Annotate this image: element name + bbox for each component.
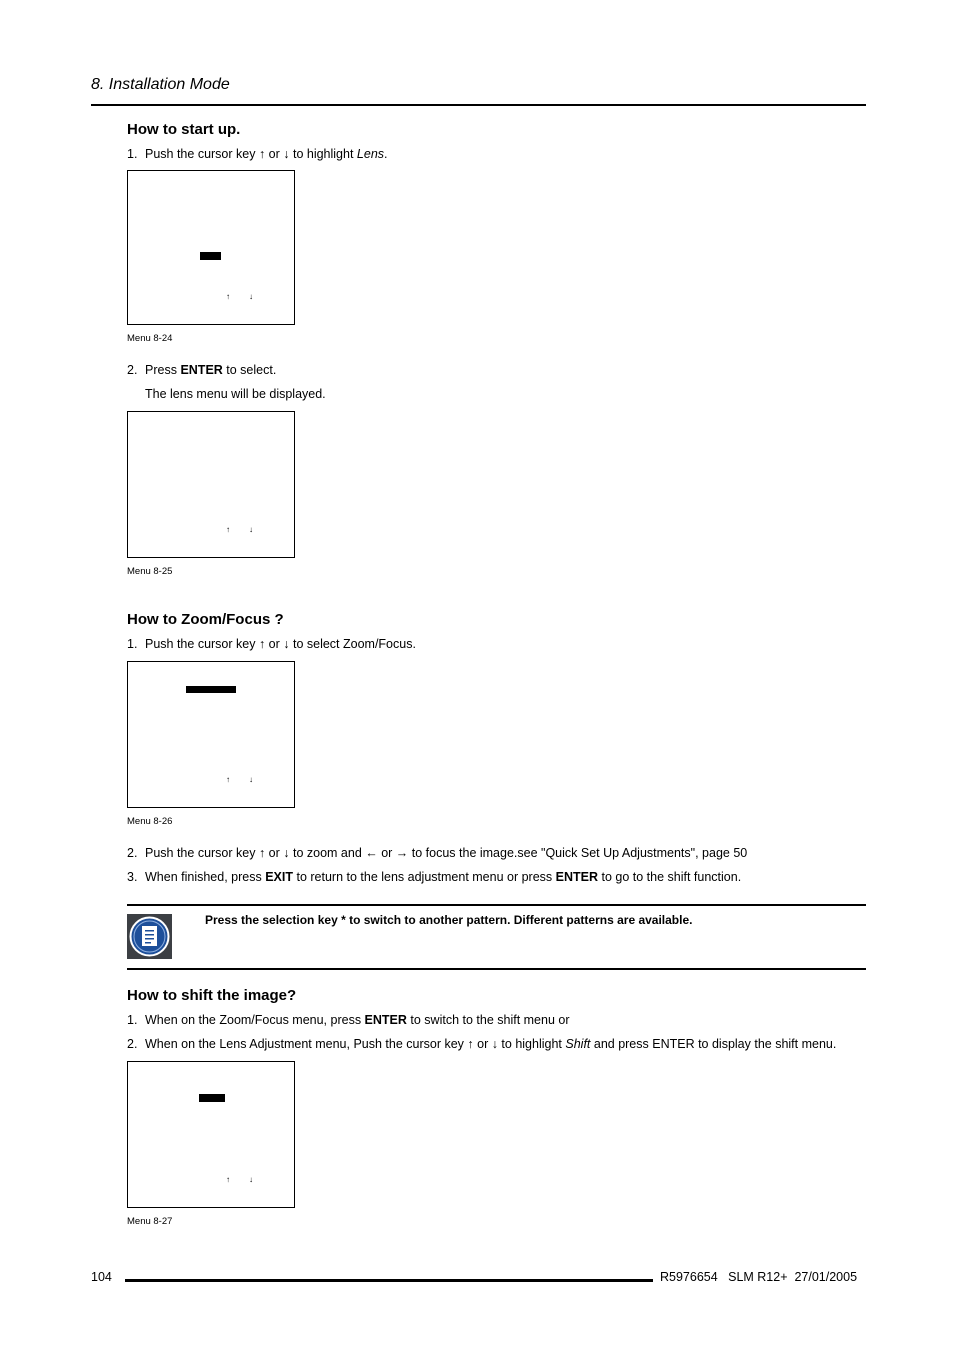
step-number: 1. — [127, 637, 138, 651]
menu-highlight-bar — [200, 252, 221, 260]
step-text-end: and press ENTER to display the shift menu. — [590, 1037, 837, 1051]
document-reference: R5976654 SLM R12+ 27/01/2005 — [660, 1270, 858, 1284]
menu-figure-8-24 — [127, 170, 295, 325]
step-text-end: to go to the shift function. — [598, 870, 742, 884]
step-text: Push the cursor key ↑ or ↓ to zoom and ← or → to focus the image.see "Quick Set Up Adjustments", page 50 — [145, 846, 748, 860]
step-text: Push the cursor key ↑ or ↓ to highlight — [145, 147, 357, 161]
figure-caption: Menu 8-24 — [127, 333, 173, 344]
figure-caption: Menu 8-26 — [127, 816, 173, 827]
note-icon — [127, 914, 172, 959]
zoom-step-1 — [127, 637, 416, 651]
step-text-end: . — [384, 147, 388, 161]
chapter-title: 8. Installation Mode — [91, 76, 230, 93]
zoom-step-3 — [127, 870, 741, 884]
footer-rule — [125, 1279, 653, 1282]
start-up-step-1 — [127, 147, 388, 161]
menu-figure-8-26 — [127, 661, 295, 808]
arrow-up-icon: ↑ — [226, 775, 230, 784]
step-number: 2. — [127, 846, 138, 860]
start-up-step-2-detail: The lens menu will be displayed. — [145, 387, 326, 401]
menu-highlight-bar — [199, 1094, 225, 1102]
menu-figure-8-27 — [127, 1061, 295, 1208]
arrow-down-icon: ↓ — [249, 1175, 253, 1184]
step-number: 1. — [127, 1013, 138, 1027]
step-number: 2. — [127, 1037, 138, 1051]
shift-step-2 — [127, 1037, 836, 1051]
arrow-up-icon: ↑ — [226, 292, 230, 301]
step-text: When on the Zoom/Focus menu, press — [145, 1013, 365, 1027]
arrow-down-icon: ↓ — [249, 775, 253, 784]
step-number: 1. — [127, 147, 138, 161]
step-key: ENTER — [555, 870, 599, 884]
note-rule-bottom — [127, 968, 866, 970]
arrow-up-icon: ↑ — [226, 1175, 230, 1184]
figure-caption: Menu 8-25 — [127, 566, 173, 577]
arrow-up-icon: ↑ — [226, 525, 230, 534]
step-key: EXIT — [265, 870, 293, 884]
step-emphasis: Shift — [565, 1037, 591, 1051]
step-text-end: to switch to the shift menu or — [406, 1013, 570, 1027]
shift-step-1 — [127, 1013, 570, 1027]
step-text-end: to select. — [222, 363, 277, 377]
page-number: 104 — [91, 1270, 112, 1284]
menu-figure-8-25 — [127, 411, 295, 558]
arrow-down-icon: ↓ — [249, 292, 253, 301]
step-number: 2. — [127, 363, 138, 377]
step-number: 3. — [127, 870, 138, 884]
note-rule-top — [127, 904, 866, 906]
step-text: Press — [145, 363, 181, 377]
zoom-step-2 — [127, 846, 747, 860]
menu-highlight-bar — [186, 686, 236, 693]
step-text: to return to the lens adjustment menu or press — [293, 870, 556, 884]
header-rule — [91, 104, 866, 106]
note-text: Press the selection key * to switch to another pattern. Different patterns are available. — [205, 913, 693, 927]
arrow-down-icon: ↓ — [249, 525, 253, 534]
figure-caption: Menu 8-27 — [127, 1216, 173, 1227]
section-title-shift: How to shift the image? — [127, 987, 297, 1004]
start-up-step-2 — [127, 363, 276, 377]
step-text: When on the Lens Adjustment menu, Push the cursor key ↑ or ↓ to highlight — [145, 1037, 566, 1051]
step-key: ENTER — [180, 363, 223, 377]
step-emphasis: Lens — [356, 147, 385, 161]
step-key: ENTER — [364, 1013, 407, 1027]
section-title-zoom-focus: How to Zoom/Focus ? — [127, 611, 284, 628]
section-title-start-up: How to start up. — [127, 121, 241, 138]
step-text: Push the cursor key ↑ or ↓ to select Zoom/Focus. — [145, 637, 416, 651]
step-text: When finished, press — [145, 870, 266, 884]
